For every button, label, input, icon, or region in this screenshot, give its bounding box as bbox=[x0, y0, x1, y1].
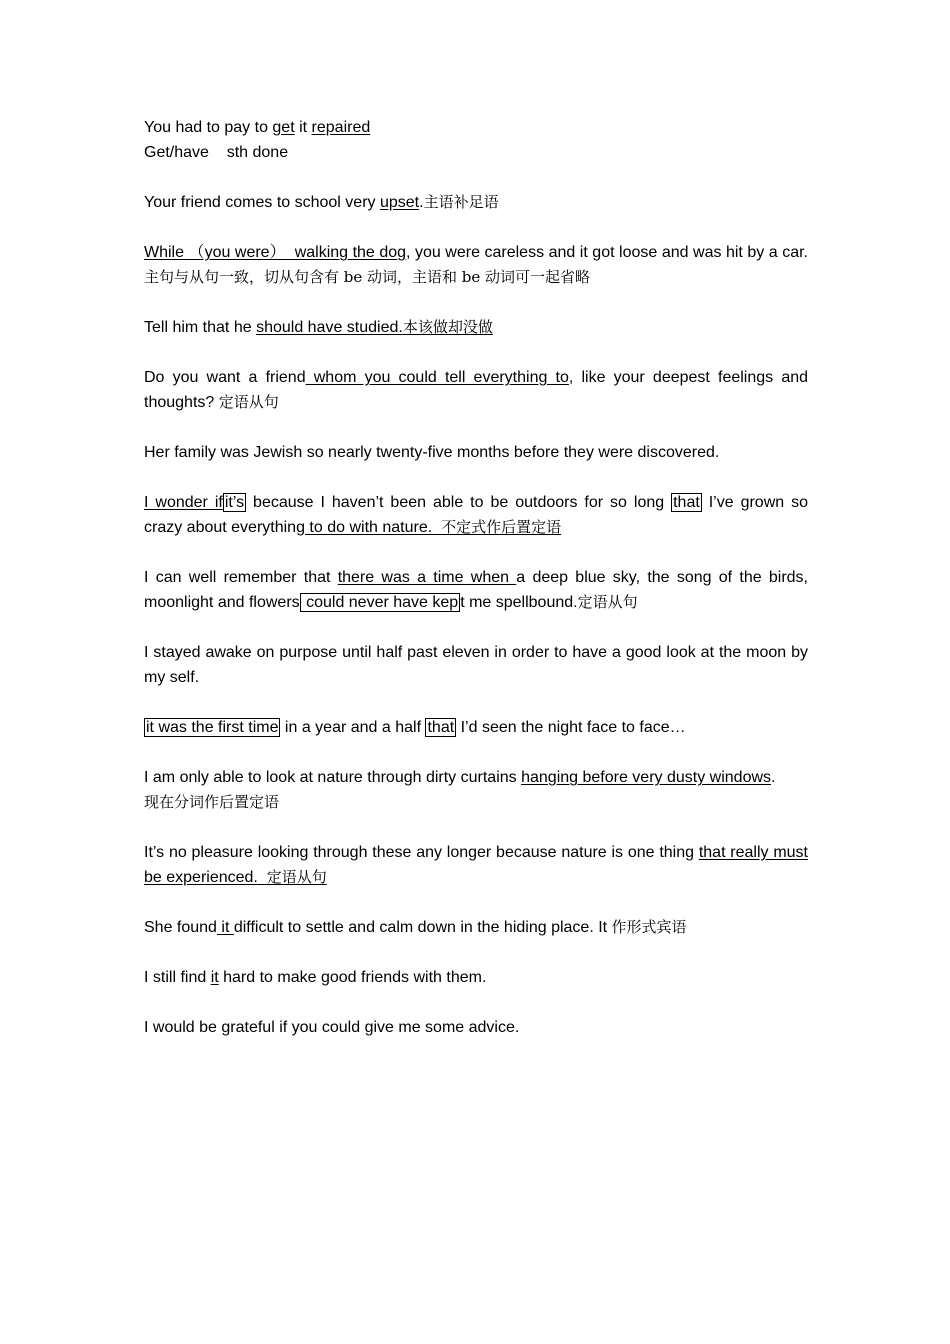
text: it bbox=[294, 119, 312, 136]
text: hard to make good friends with them. bbox=[218, 969, 487, 986]
text: I’ve grown so crazy about everything bbox=[144, 494, 809, 536]
underlined-text: upset bbox=[379, 194, 420, 211]
text: I stayed awake on purpose until half past eleven in order to have a good look at the moon by my self. bbox=[144, 644, 808, 686]
note-get-have-done bbox=[144, 140, 808, 165]
text: I am only able to look at nature through dirty curtains bbox=[144, 769, 522, 786]
underlined-text: it bbox=[210, 969, 219, 986]
note-present-participle bbox=[144, 765, 808, 815]
text: Tell him that he bbox=[144, 319, 257, 336]
text: in a year and a half bbox=[280, 719, 426, 736]
text: It’s no pleasure looking through these any longer because nature is one thing bbox=[144, 844, 699, 861]
underlined-text: get bbox=[272, 119, 295, 136]
boxed-text: could never have kep bbox=[301, 594, 459, 611]
boxed-text: it was the first time bbox=[146, 719, 279, 736]
note-jewish-family bbox=[144, 440, 808, 465]
paragraph-gap bbox=[144, 340, 808, 365]
chinese-annotation: 定语从句 bbox=[577, 593, 638, 611]
underlined-text: it bbox=[216, 919, 234, 936]
paragraph-gap bbox=[144, 890, 808, 915]
note-subject-complement bbox=[144, 190, 808, 215]
paragraph-gap bbox=[144, 290, 808, 315]
paragraph-gap bbox=[144, 465, 808, 490]
text: Get/have sth done bbox=[144, 144, 289, 161]
boxed-text: that bbox=[673, 494, 700, 511]
underlined-text: I wonder if bbox=[144, 494, 223, 511]
chinese-annotation: 主句与从句一致，切从句含有 be 动词，主语和 be 动词可一起省略 bbox=[144, 268, 591, 286]
note-no-pleasure bbox=[144, 840, 808, 890]
paragraph-gap bbox=[144, 540, 808, 565]
document-page bbox=[144, 115, 808, 1040]
note-formal-object bbox=[144, 915, 808, 940]
text: , like your deepest feelings and thoughts? bbox=[144, 369, 809, 411]
underlined-text: there was a time when bbox=[337, 569, 517, 586]
text: t me spellbound. bbox=[460, 594, 578, 611]
note-grateful bbox=[144, 1015, 808, 1040]
underlined-text: that really must be experienced. bbox=[144, 844, 809, 886]
chinese-annotation: 主语补足语 bbox=[423, 193, 499, 211]
chinese-annotation: 定语从句 bbox=[218, 393, 279, 411]
text: I can well remember that bbox=[144, 569, 338, 586]
boxed-text: that bbox=[427, 719, 455, 736]
paragraph-gap bbox=[144, 940, 808, 965]
text: You had to pay to bbox=[144, 119, 273, 136]
paragraph-gap bbox=[144, 690, 808, 715]
text: I would be grateful if you could give me some advice. bbox=[144, 1019, 520, 1036]
underlined-text: to do with nature. bbox=[304, 519, 442, 536]
note-whom-clause bbox=[144, 365, 808, 415]
note-get-repaired bbox=[144, 115, 808, 140]
text: a deep blue sky, the song of the birds, moonlight and flowers bbox=[144, 569, 808, 611]
chinese-annotation: 不定式作后置定语 bbox=[441, 518, 562, 536]
text: Your friend comes to school very bbox=[144, 194, 380, 211]
note-there-was-a-time bbox=[144, 565, 808, 615]
underlined-text: should have studied. bbox=[256, 319, 403, 336]
underlined-text: whom you could tell everything to bbox=[305, 369, 569, 386]
underlined-text: While （you were） walking the dog bbox=[144, 244, 407, 261]
text: . bbox=[771, 769, 776, 786]
note-should-have-studied bbox=[144, 315, 808, 340]
chinese-annotation: 定语从句 bbox=[266, 868, 327, 886]
paragraph-gap bbox=[144, 990, 808, 1015]
note-stayed-awake bbox=[144, 640, 808, 690]
text: Do you want a friend bbox=[144, 369, 306, 386]
text: , you were careless and it got loose and was hit by a car. bbox=[406, 244, 808, 261]
note-i-wonder-if bbox=[144, 490, 808, 540]
note-while-clause bbox=[144, 240, 808, 290]
note-find-it-hard bbox=[144, 965, 808, 990]
text: because I haven’t been able to be outdoors for so long bbox=[246, 494, 672, 511]
paragraph-gap bbox=[144, 815, 808, 840]
text: difficult to settle and calm down in the hiding place. It bbox=[233, 919, 612, 936]
chinese-annotation: 现在分词作后置定语 bbox=[144, 793, 280, 811]
chinese-annotation: 本该做却没做 bbox=[402, 318, 493, 336]
boxed-text: it’s bbox=[224, 494, 245, 511]
chinese-annotation: 作形式宾语 bbox=[611, 918, 687, 936]
paragraph-gap bbox=[144, 615, 808, 640]
paragraph-gap bbox=[144, 415, 808, 440]
underlined-text: repaired bbox=[311, 119, 371, 136]
text: . bbox=[419, 194, 424, 211]
text: I still find bbox=[144, 969, 211, 986]
text: She found bbox=[144, 919, 217, 936]
text: I’d seen the night face to face… bbox=[456, 719, 686, 736]
note-first-time bbox=[144, 715, 808, 740]
paragraph-gap bbox=[144, 165, 808, 190]
text: Her family was Jewish so nearly twenty-five months before they were discovered. bbox=[144, 444, 720, 461]
paragraph-gap bbox=[144, 740, 808, 765]
paragraph-gap bbox=[144, 215, 808, 240]
underlined-text: hanging before very dusty windows bbox=[521, 769, 772, 786]
